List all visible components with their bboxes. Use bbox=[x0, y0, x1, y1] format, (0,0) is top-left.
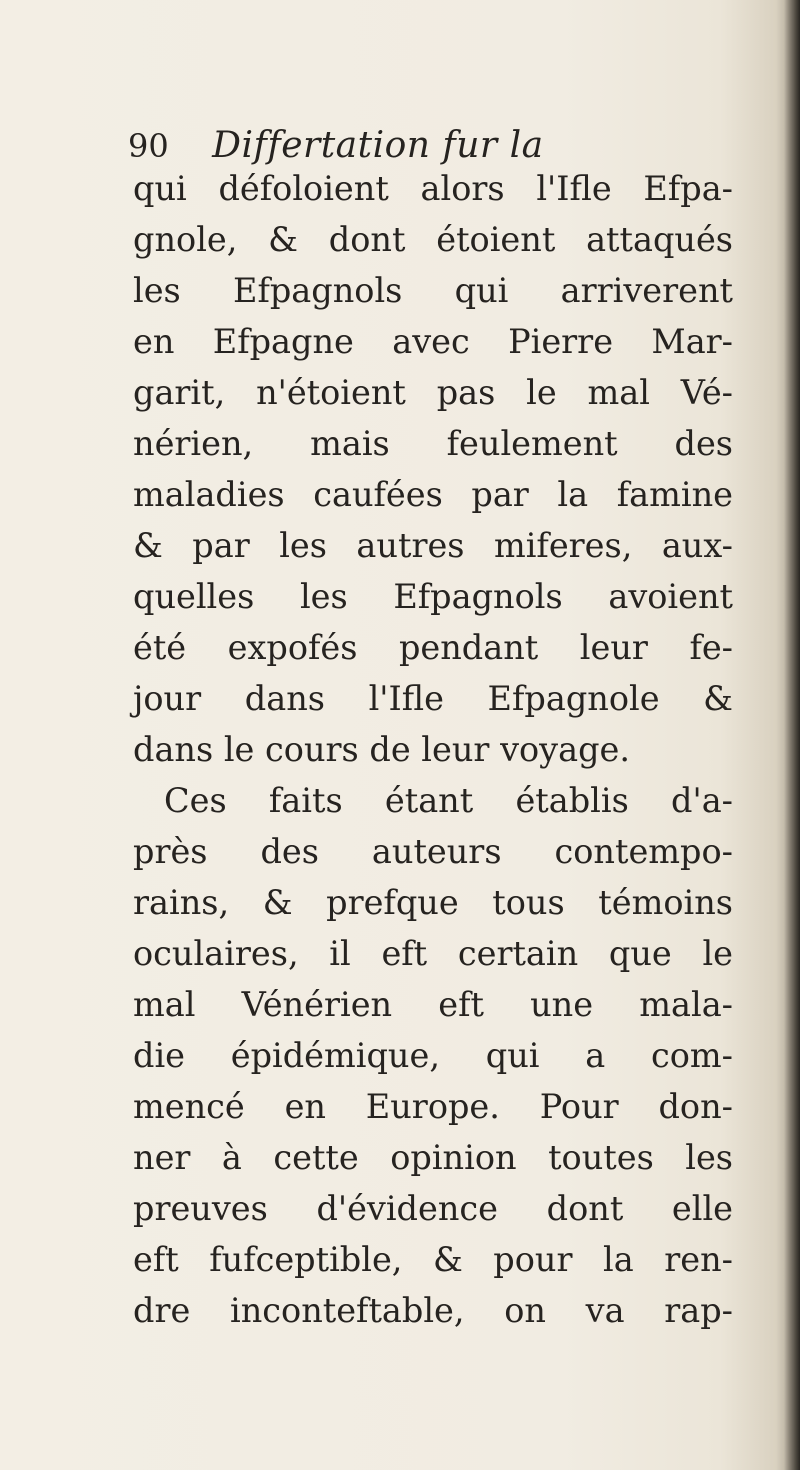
text-line: nérien, mais feulement des bbox=[133, 424, 733, 463]
text-line: qui défoloient alors l'Ifle Efpa- bbox=[133, 169, 733, 208]
text-line: mencé en Europe. Pour don- bbox=[133, 1087, 733, 1126]
page-edge-shadow bbox=[784, 0, 800, 1470]
text-line: rains, & prefque tous témoins bbox=[133, 883, 733, 922]
text-line: mal Vénérien eft une mala- bbox=[133, 985, 733, 1024]
text-line: les Efpagnols qui arriverent bbox=[133, 271, 733, 310]
text-line: jour dans l'Ifle Efpagnole & bbox=[133, 679, 733, 718]
text-line: près des auteurs contempo- bbox=[133, 832, 733, 871]
text-line: preuves d'évidence dont elle bbox=[133, 1189, 733, 1228]
text-line: été expofés pendant leur fe- bbox=[133, 628, 733, 667]
page-number: 90 bbox=[128, 127, 169, 165]
text-line: en Efpagne avec Pierre Mar- bbox=[133, 322, 733, 361]
body-text bbox=[133, 163, 733, 1336]
text-line: dans le cours de leur voyage. bbox=[133, 730, 630, 769]
text-line: garit, n'étoient pas le mal Vé- bbox=[133, 373, 733, 412]
text-line: oculaires, il eft certain que le bbox=[133, 934, 733, 973]
text-line: eft fufceptible, & pour la ren- bbox=[133, 1240, 733, 1279]
text-line: & par les autres miferes, aux- bbox=[133, 526, 733, 565]
text-line: maladies caufées par la famine bbox=[133, 475, 733, 514]
text-line: ner à cette opinion toutes les bbox=[133, 1138, 733, 1177]
text-line: quelles les Efpagnols avoient bbox=[133, 577, 733, 616]
text-line: die épidémique, qui a com- bbox=[133, 1036, 733, 1075]
paragraph-start-line: Ces faits étant établis d'a- bbox=[164, 781, 733, 820]
text-line: gnole, & dont étoient attaqués bbox=[133, 220, 733, 259]
running-title: Differtation fur la bbox=[212, 125, 544, 166]
text-line: dre inconteftable, on va rap- bbox=[133, 1291, 733, 1330]
